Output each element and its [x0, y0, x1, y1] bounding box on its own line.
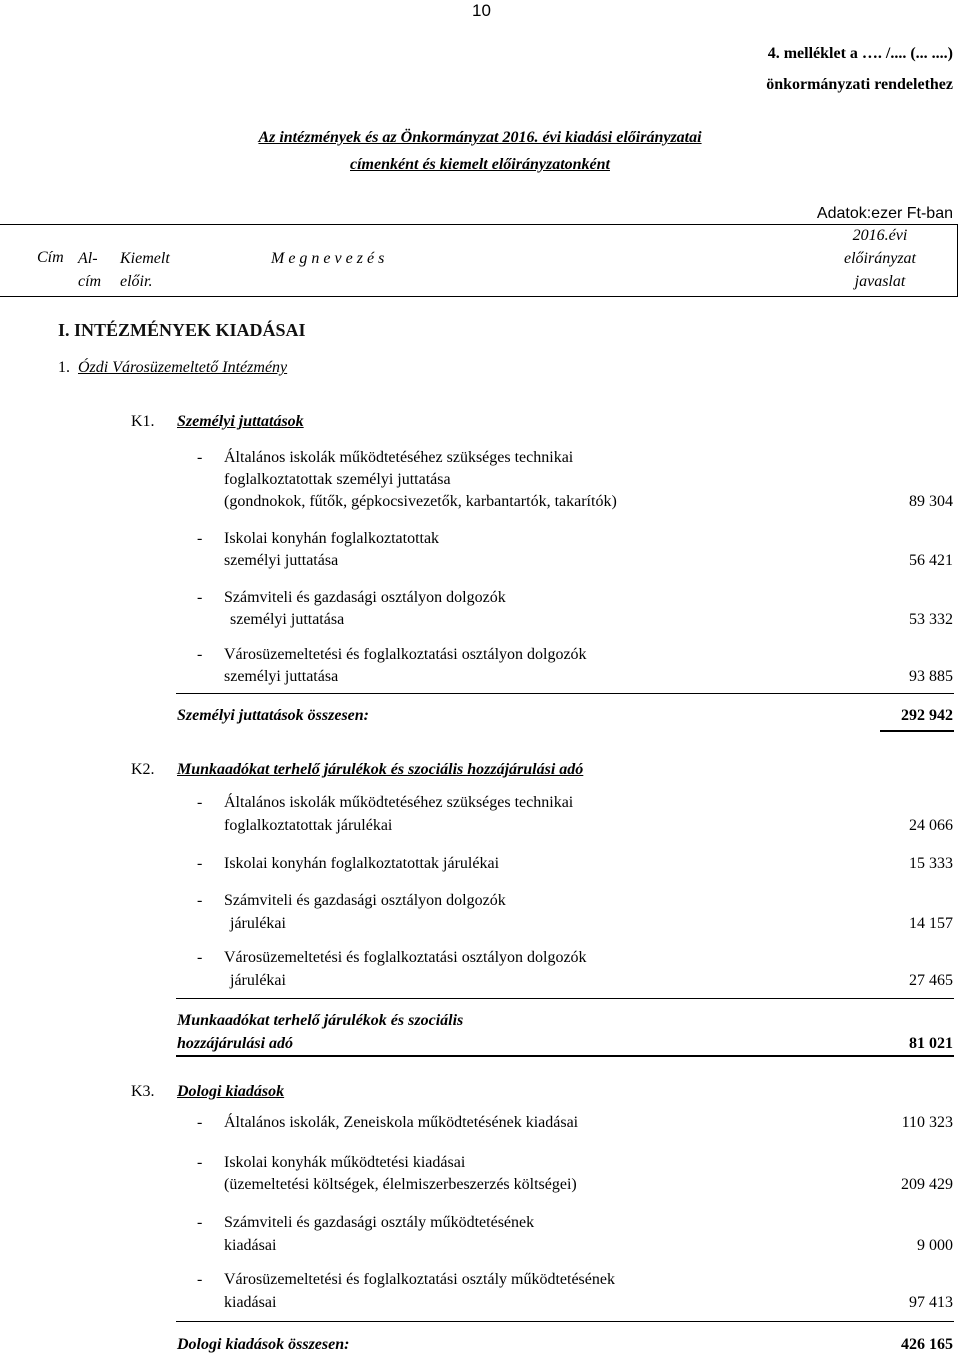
item-amount: 14 157 [909, 915, 953, 932]
item-line: Városüzemeltetési és foglalkoztatási osztály működtetésének [224, 1271, 615, 1288]
item-amount: 89 304 [909, 493, 953, 510]
k3-code: K3. [131, 1083, 155, 1100]
item-line: (gondnokok, fűtők, gépkocsivezetők, karbantartók, takarítók) [224, 493, 617, 510]
item-line: Iskolai konyhán foglalkoztatottak járulékai [224, 855, 500, 872]
k2-total-rule [176, 998, 954, 999]
k3-total-amount: 426 165 [901, 1336, 953, 1353]
item-line: járulékai [230, 915, 286, 932]
item-line: Számviteli és gazdasági osztályon dolgozók [224, 589, 506, 606]
header-amount-1: 2016.évi [852, 227, 908, 244]
unit-name: Ózdi Városüzemeltető Intézmény [78, 359, 288, 376]
k2-total-amount: 81 021 [909, 1035, 953, 1052]
k1-code: K1. [131, 413, 155, 430]
item-amount: 53 332 [909, 611, 953, 628]
k3-total-label: Dologi kiadások összesen: [177, 1336, 350, 1353]
annex-reference: 4. melléklet a …. /.... (... ....) [767, 45, 953, 62]
item-dash: - [197, 949, 203, 966]
item-line: (üzemeltetési költségek, élelmiszerbeszerzés költségei) [224, 1176, 577, 1193]
item-line: kiadásai [224, 1294, 277, 1311]
item-amount: 97 413 [909, 1294, 953, 1311]
item-line: Általános iskolák működtetéséhez szükséges technikai [224, 449, 574, 466]
item-line: Általános iskolák működtetéséhez szükséges technikai [224, 794, 574, 811]
k2-total-label-1: Munkaadókat terhelő járulékok és szociális [177, 1012, 464, 1029]
item-dash: - [197, 1154, 203, 1171]
item-dash: - [197, 646, 203, 663]
k1-total-underline [880, 730, 954, 732]
header-cim: Cím [37, 249, 64, 266]
item-amount: 24 066 [909, 817, 953, 834]
item-line: kiadásai [224, 1237, 277, 1254]
item-line: Városüzemeltetési és foglalkoztatási osztályon dolgozók [224, 949, 587, 966]
units-note: Adatok:ezer Ft-ban [816, 205, 953, 222]
k2-title: Munkaadókat terhelő járulékok és szociális hozzájárulási adó [177, 761, 584, 778]
item-line: Iskolai konyhák működtetési kiadásai [224, 1154, 466, 1171]
k2-total-label-2: hozzájárulási adó [177, 1035, 294, 1052]
item-amount: 110 323 [901, 1114, 953, 1131]
k3-total-rule [176, 1321, 954, 1322]
header-amount-3: javaslat [854, 273, 906, 290]
annex-regulation: önkormányzati rendelethez [766, 76, 953, 93]
item-line: járulékai [230, 972, 286, 989]
page-number: 10 [472, 1, 491, 20]
item-dash: - [197, 794, 203, 811]
item-dash: - [197, 1114, 203, 1131]
k1-title: Személyi juttatások [177, 413, 304, 430]
item-amount: 9 000 [917, 1237, 953, 1254]
item-dash: - [197, 892, 203, 909]
item-amount: 27 465 [909, 972, 953, 989]
header-alcim-1: Al- [78, 250, 98, 267]
item-dash: - [197, 530, 203, 547]
header-top-rule [0, 224, 958, 225]
section-title: I. INTÉZMÉNYEK KIADÁSAI [58, 320, 306, 340]
item-dash: - [197, 1271, 203, 1288]
header-megnevezes: M e g n e v e z é s [271, 250, 385, 267]
header-right-border [957, 224, 958, 297]
header-bottom-rule [0, 296, 958, 297]
item-dash: - [197, 1214, 203, 1231]
k1-total-label: Személyi juttatások összesen: [177, 707, 370, 724]
k1-total-amount: 292 942 [901, 707, 953, 724]
item-line: Iskolai konyhán foglalkoztatottak [224, 530, 440, 547]
item-line: Számviteli és gazdasági osztály működtetésének [224, 1214, 535, 1231]
header-kiemelt-2: előir. [120, 273, 153, 290]
k3-title: Dologi kiadások [177, 1083, 285, 1100]
item-line: személyi juttatása [224, 668, 339, 685]
item-line: foglalkoztatottak személyi juttatása [224, 471, 451, 488]
item-dash: - [197, 589, 203, 606]
item-line: Városüzemeltetési és foglalkoztatási osztályon dolgozók [224, 646, 587, 663]
item-line: személyi juttatása [224, 552, 339, 569]
item-dash: - [197, 449, 203, 466]
header-alcim-2: cím [78, 273, 102, 290]
item-amount: 93 885 [909, 668, 953, 685]
item-line: Számviteli és gazdasági osztályon dolgozók [224, 892, 506, 909]
item-amount: 56 421 [909, 552, 953, 569]
header-amount-2: előirányzat [844, 250, 916, 267]
k2-code: K2. [131, 761, 155, 778]
item-line: foglalkoztatottak járulékai [224, 817, 393, 834]
item-amount: 15 333 [909, 855, 953, 872]
item-line: személyi juttatása [230, 611, 345, 628]
k1-total-rule [176, 693, 954, 694]
k2-total-underline [176, 1055, 954, 1057]
item-dash: - [197, 855, 203, 872]
header-kiemelt-1: Kiemelt [120, 250, 170, 267]
item-line: Általános iskolák, Zeneiskola működtetésének kiadásai [224, 1114, 579, 1131]
item-amount: 209 429 [901, 1176, 953, 1193]
document-title-line1: Az intézmények és az Önkormányzat 2016. évi kiadási előirányzatai [258, 129, 702, 146]
unit-number: 1. [58, 359, 70, 376]
document-title-line2: címenként és kiemelt előirányzatonként [350, 156, 610, 173]
